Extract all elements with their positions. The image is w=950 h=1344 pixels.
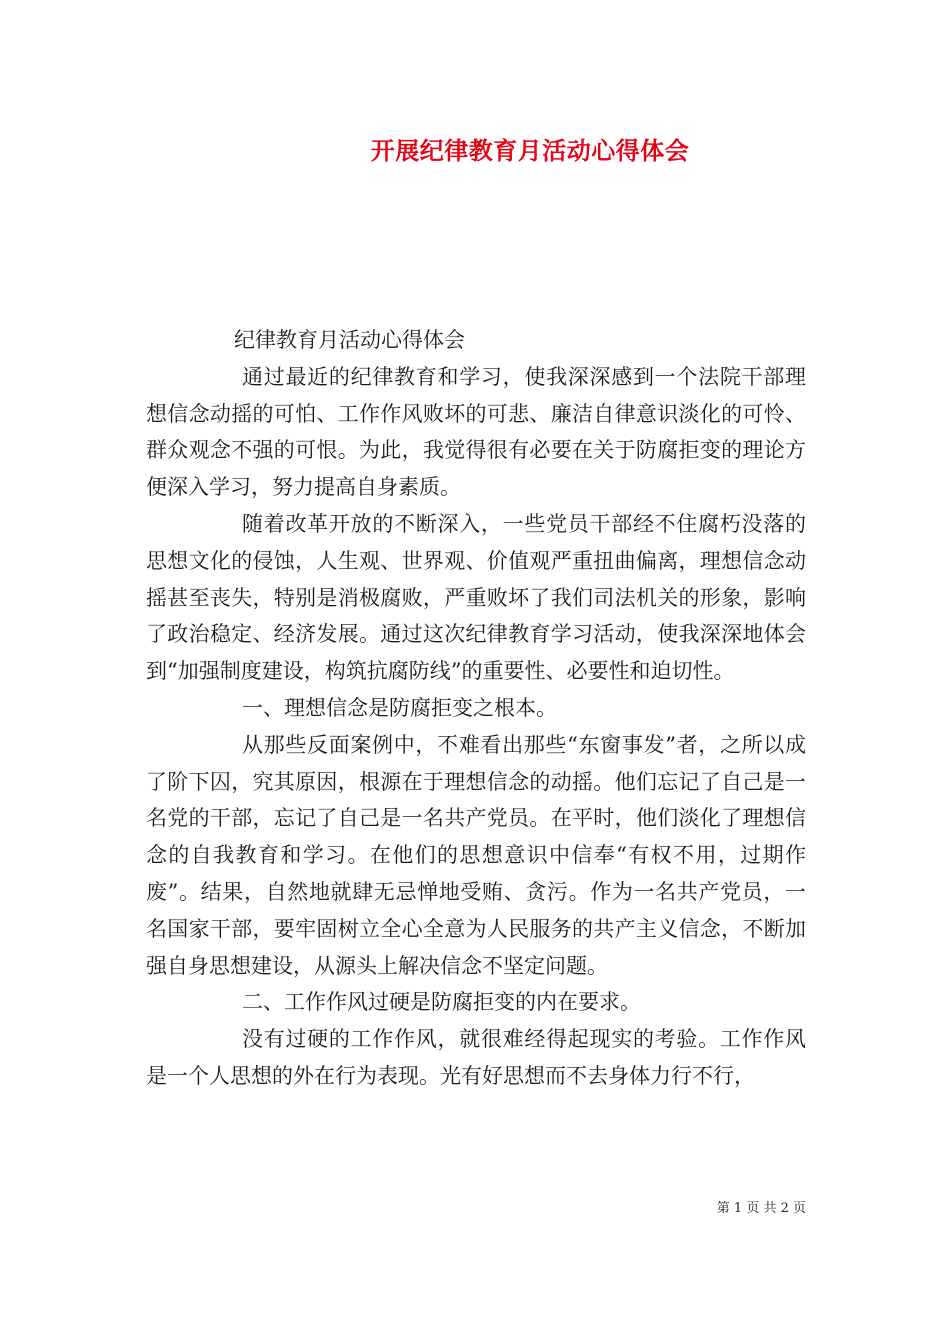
document-body bbox=[146, 322, 806, 1095]
document-subtitle: 纪律教育月活动心得体会 bbox=[234, 328, 465, 352]
paragraph: 没有过硬的工作作风，就很难经得起现实的考验。工作作风是一个人思想的外在行为表现。光有好思想而不去身体力行不行， bbox=[146, 1027, 806, 1088]
paragraph: 随着改革开放的不断深入，一些党员干部经不住腐朽没落的思想文化的侵蚀，人生观、世界观、价值观严重扭曲偏离，理想信念动摇甚至丧失，特别是消极腐败，严重败坏了我们司法机关的形象，影响了政治稳定、经济发展。通过这次纪律教育学习活动，使我深深地体会到“加强制度建设，构筑抗腐防线”的重要性、必要性和迫切性。 bbox=[146, 511, 806, 684]
section-heading: 二、工作作风过硬是防腐拒变的内在要求。 bbox=[242, 990, 641, 1015]
paragraph: 通过最近的纪律教育和学习，使我深深感到一个法院干部理想信念动摇的可怕、工作作风败坏的可悲、廉洁自律意识淡化的可怜、群众观念不强的可恨。为此，我觉得很有必要在关于防腐拒变的理论方便深入学习，努力提高自身素质。 bbox=[146, 364, 806, 500]
paragraph: 从那些反面案例中，不难看出那些“东窗事发”者，之所以成了阶下囚，究其原因，根源在于理想信念的动摇。他们忘记了自己是一名党的干部，忘记了自己是一名共产党员。在平时，他们淡化了理想信念的自我教育和学习。在他们的思想意识中信奉“有权不用，过期作废”。结果，自然地就肆无忌惮地受贿、贪污。作为一名共产党员，一名国家干部，要牢固树立全心全意为人民服务的共产主义信念，不断加强自身思想建设，从源头上解决信念不坚定问题。 bbox=[146, 732, 806, 978]
page-number-footer: 第 1 页 共 2 页 bbox=[716, 1201, 806, 1216]
section-heading: 一、理想信念是防腐拒变之根本。 bbox=[242, 695, 557, 720]
document-title: 开展纪律教育月活动心得体会 bbox=[370, 136, 690, 165]
